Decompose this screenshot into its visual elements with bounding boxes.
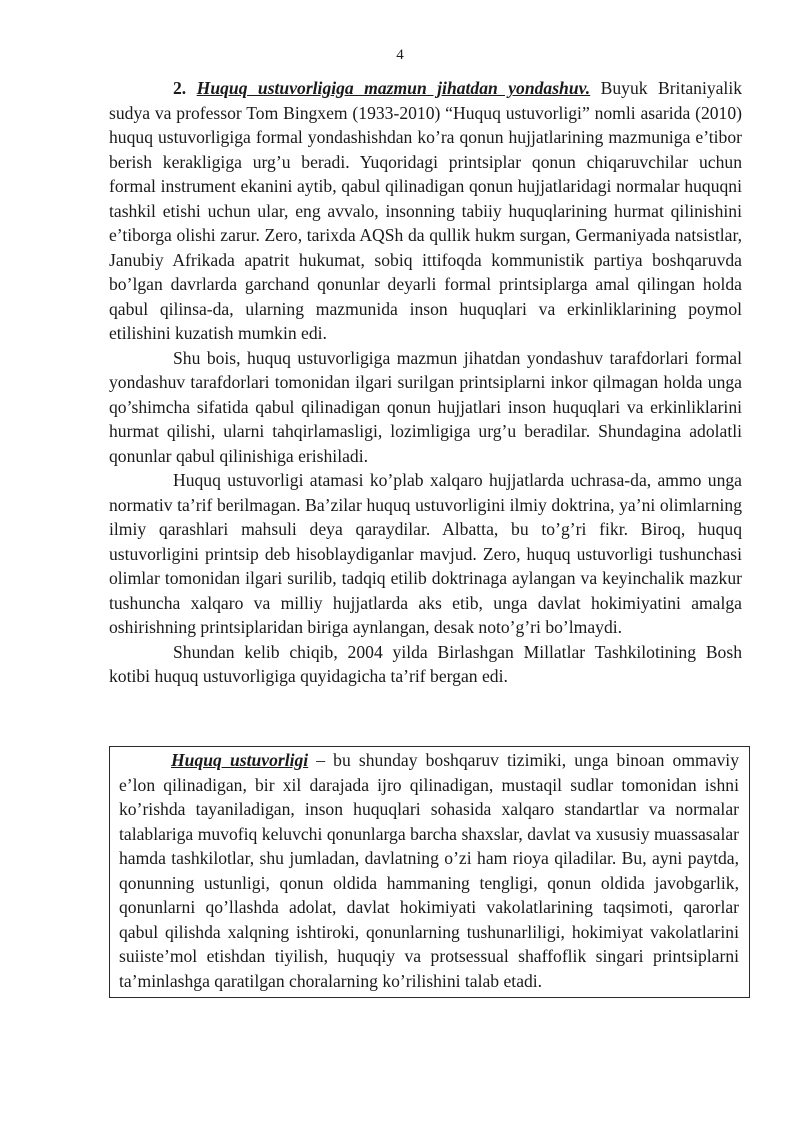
paragraph: Huquq ustuvorligi atamasi ko’plab xalqaro hujjatlarda uchrasa-da, ammo unga normativ ta’rif berilmagan. Ba’zilar huquq ustuvorligini ilmiy doktrina, ya’ni olimlarning ilmiy qarashlari mahsuli deya qaraydilar. Albatta, bu to’g’ri fikr. Biroq, huquq ustuvorligini printsip deb hisoblaydiganlar mavjud. Zero, huquq ustuvorligi tushunchasi olimlar tomonidan ilgari surilib, tadqiq etilib doktrinaga aylangan va keyinchalik mazkur tushuncha xalqaro va milliy hujjatlarda aks etib, unga davlat hokimiyatini amalga oshirishning printsiplaridan biriga aynlangan, desak noto’g’ri bo’lmaydi. — [109, 470, 742, 637]
section-intro-text: Buyuk Britaniyalik sudya va professor Tom Bingxem (1933-2010) “Huquq ustuvorligi” nomli asarida (2010) huquq ustuvorligiga formal yondashishdan ko’ra qonun hujjatlarining mazmuniga e’tibor berish kerakligiga urg’u beradi. Yuqoridagi printsiplar qonun chiqaruvchilar uchun formal instrument ekanini aytib, qabul qilinadigan qonun hujjatlaridagi normalar huquqni tashkil etishi uchun ular, eng avvalo, insonning tabiiy huquqlarining hurmat qilinishini e’tiborga olishi zarur. Zero, tarixda AQSh da qullik hukm surgan, Germaniyada natsistlar, Janubiy Afrikada apatrit hukumat, sobiq ittifoqda kommunistik partiya boshqaruvda bo’lgan davrlarda garchand qonunlar deyarli formal printsiplarga amal qilingan holda qabul qilinsa-da, ularning mazmunida inson huquqlari va erkinliklarining poymol etilishini kuzatish mumkin edi. — [109, 78, 743, 343]
paragraph: Shu bois, huquq ustuvorligiga mazmun jihatdan yondashuv tarafdorlari formal yondashuv tarafdorlari tomonidan ilgari surilgan printsiplarni inkor qilmagan holda unga qo’shimcha sifatida qabul qilinadigan qonun hujjatlari inson huquqlari va erkinliklarini hurmat qilishi, ularni tahqirlamasligi, lozimligiga urg’u beradilar. Shundagina adolatli qonunlar qabul qilinishiga erishiladi. — [109, 347, 742, 466]
paragraph: Shundan kelib chiqib, 2004 yilda Birlashgan Millatlar Tashkilotining Bosh kotibi huquq ustuvorligiga quyidagicha ta’rif bergan edi. — [109, 641, 742, 686]
definition-paragraph — [119, 748, 739, 993]
page-number: 4 — [396, 47, 404, 63]
body-text — [109, 76, 742, 689]
section-title: Huquq ustuvorligiga mazmun jihatdan yondashuv. — [196, 78, 591, 98]
definition-text: – bu shunday boshqaruv tizimiki, unga binoan ommaviy e’lon qilinadigan, bir xil darajada ijro qilinadigan, mustaqil sudlar tomonidan ishni ko’rishda tayaniladigan, inson huquqlari sohasida xalqaro standartlar va normalar talablariga muvofiq keluvchi qonunlarga barcha shaxslar, davlat va xususiy muassasalar hamda tashkilotlar, shu jumladan, davlatning o’zi ham rioya qiladilar. Bu, ayni paytda, qonunning ustunligi, qonun oldida hammaning tengligi, qonun oldida javobgarlik, qonunlarni qo’llashda adolat, davlat hokimiyati vakolatlarining taqsimoti, qarorlar qabul qilishda xalqning ishtiroki, qonunlarning tushunarliligi, hokimiyat vakolatlarini suiiste’mol etishdan tiyilish, huquqiy va protsessual shaffoflik singari printsiplarni ta’minlashga qaratilgan choralarning ko’rilishini talab etadi. — [119, 750, 739, 991]
definition-term: Huquq ustuvorligi — [171, 750, 309, 770]
section-number: 2. — [173, 78, 187, 98]
section-paragraph — [109, 76, 742, 346]
definition-box — [109, 746, 750, 998]
